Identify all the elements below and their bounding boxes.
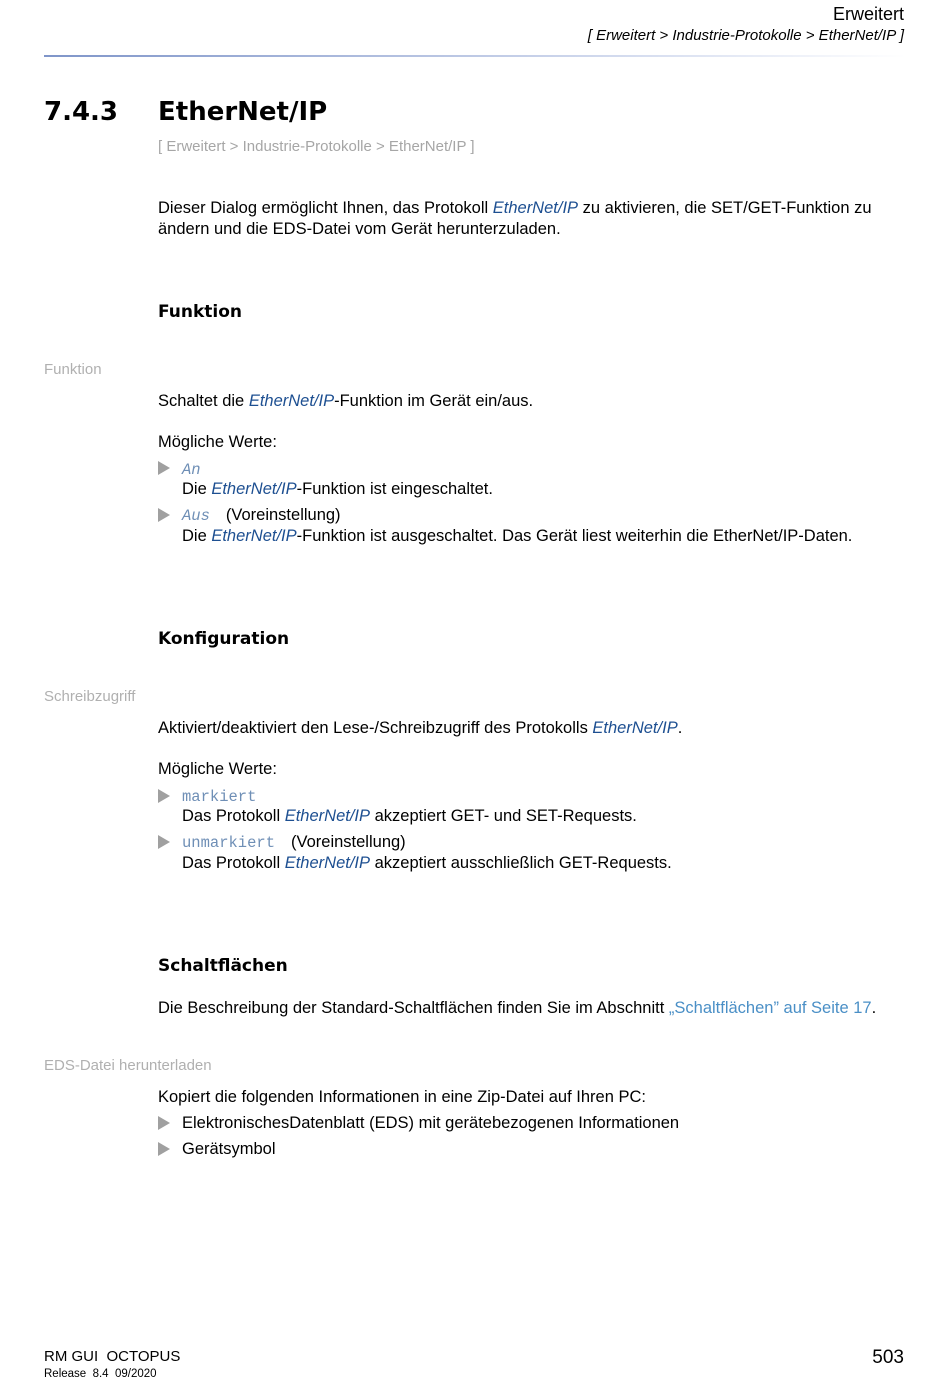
bullet-arrow-icon	[158, 789, 170, 803]
funktion-description: Schaltet die EtherNet/IP-Funktion im Gerät ein/aus.	[158, 392, 534, 410]
running-header-title: Erweitert	[832, 4, 904, 24]
term-ethernetip: EtherNet/IP	[248, 392, 335, 410]
value-description: Das Protokoll EtherNet/IP akzeptiert GET- und SET-Requests.	[182, 807, 637, 825]
bullet-arrow-icon	[158, 1116, 170, 1130]
page-number: 503	[872, 1347, 904, 1368]
schaltflaechen-description: Die Beschreibung der Standard-Schaltflächen finden Sie im Abschnitt „Schaltflächen” auf Seite 17.	[158, 999, 877, 1017]
intro-paragraph: Dieser Dialog ermöglicht Ihnen, das Protokoll EtherNet/IP zu aktivieren, die SET/GET-Funktion zu ändern und die EDS-Datei vom Gerät herunterzuladen.	[158, 199, 872, 238]
margin-label-eds-download: EDS-Datei herunterladen	[44, 1057, 212, 1074]
value-item	[182, 459, 201, 481]
bullet-arrow-icon	[158, 1142, 170, 1156]
section-number: 7.4.3	[44, 97, 119, 127]
term-ethernetip: EtherNet/IP	[492, 199, 579, 217]
default-note: (Voreinstellung)	[291, 833, 406, 851]
section-title: EtherNet/IP	[158, 97, 328, 127]
value-name: markiert	[182, 788, 257, 806]
margin-label-funktion: Funktion	[44, 361, 102, 378]
value-name: An	[182, 461, 201, 479]
heading-konfiguration: Konfiguration	[158, 629, 290, 649]
value-name: unmarkiert	[182, 834, 276, 852]
header-divider	[44, 55, 906, 57]
bullet-arrow-icon	[158, 461, 170, 475]
value-description: Die EtherNet/IP-Funktion ist eingeschaltet.	[182, 480, 493, 498]
list-item: ElektronischesDatenblatt (EDS) mit gerätebezogenen Informationen	[182, 1114, 680, 1132]
value-item	[182, 786, 256, 808]
margin-label-schreibzugriff: Schreibzugriff	[44, 688, 136, 705]
list-item: Gerätsymbol	[182, 1140, 276, 1158]
konfiguration-values-label: Mögliche Werte:	[158, 760, 277, 778]
bullet-arrow-icon	[158, 835, 170, 849]
footer-product: RM GUI OCTOPUS	[44, 1348, 181, 1365]
bullet-arrow-icon	[158, 508, 170, 522]
default-note: (Voreinstellung)	[225, 506, 341, 524]
heading-schaltflaechen: Schaltflächen	[158, 956, 288, 976]
value-item	[182, 505, 341, 527]
footer-release: Release 8.4 09/2020	[44, 1368, 157, 1380]
value-description: Das Protokoll EtherNet/IP akzeptiert ausschließlich GET-Requests.	[182, 854, 672, 872]
funktion-values-label: Mögliche Werte:	[158, 433, 277, 451]
value-item	[182, 832, 406, 854]
value-name: Aus	[182, 507, 210, 525]
value-description: Die EtherNet/IP-Funktion ist ausgeschaltet. Das Gerät liest weiterhin die EtherNet/IP-Daten.	[182, 527, 853, 545]
konfiguration-description: Aktiviert/deaktiviert den Lese-/Schreibzugriff des Protokolls EtherNet/IP.	[158, 719, 683, 737]
cross-reference-link[interactable]: „Schaltflächen” auf Seite 17	[668, 999, 872, 1017]
heading-funktion: Funktion	[158, 302, 243, 322]
term-ethernetip: EtherNet/IP	[592, 719, 678, 737]
running-header-breadcrumb: [ Erweitert > Industrie-Protokolle > EtherNet/IP ]	[587, 27, 904, 44]
eds-description: Kopiert die folgenden Informationen in eine Zip-Datei auf Ihren PC:	[158, 1088, 646, 1106]
section-breadcrumb: [ Erweitert > Industrie-Protokolle > EtherNet/IP ]	[158, 138, 475, 155]
